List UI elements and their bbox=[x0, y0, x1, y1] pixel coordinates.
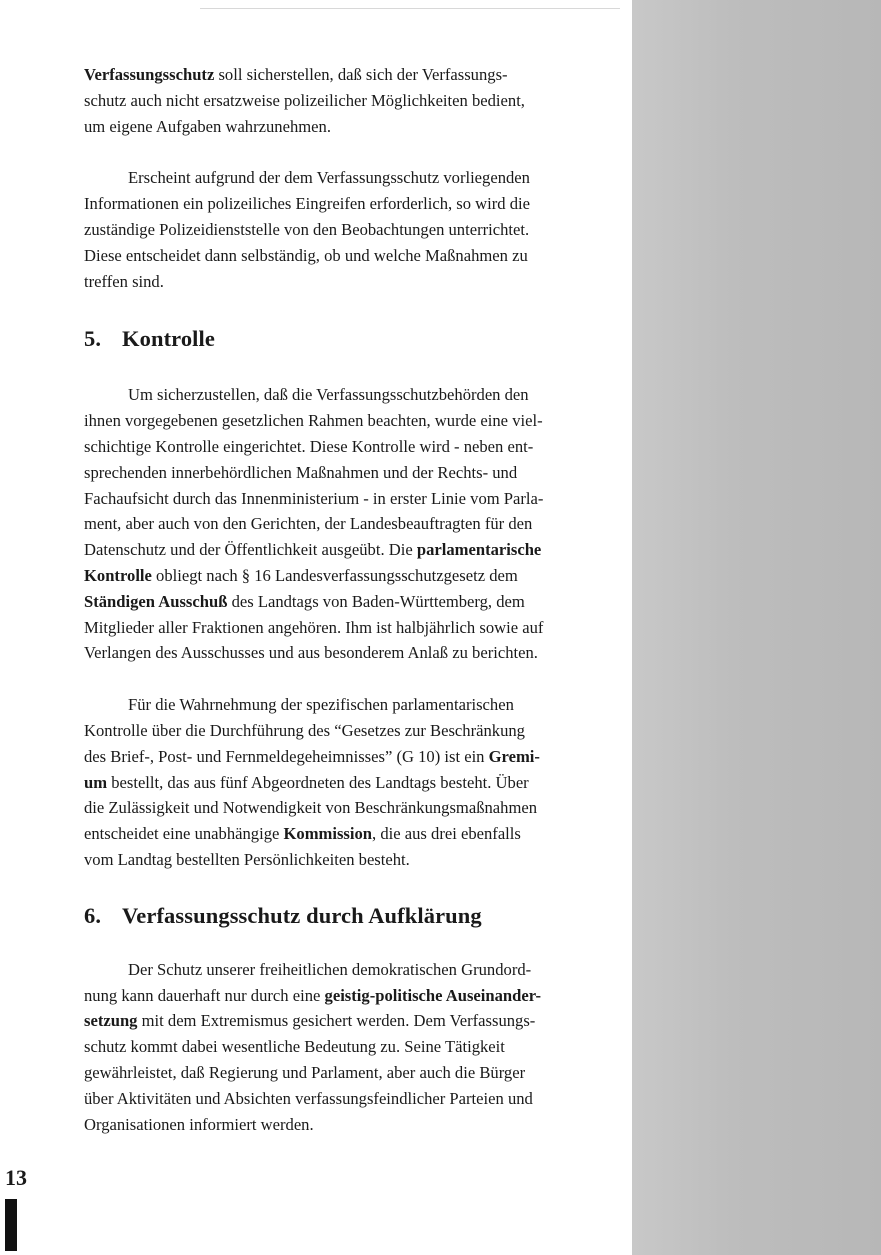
bold-term: geistig-politische Auseinander- bbox=[324, 985, 542, 1005]
page-content bbox=[84, 62, 624, 1137]
bold-term: um bbox=[84, 772, 108, 792]
bold-term: setzung bbox=[84, 1011, 138, 1031]
section-heading-6: 6. Verfassungsschutz durch Aufklärung bbox=[84, 902, 482, 928]
bold-term: Ständigen Ausschuß bbox=[84, 591, 228, 611]
section-heading-5: 5. Kontrolle bbox=[84, 326, 215, 352]
gray-margin-strip bbox=[632, 0, 881, 1255]
paragraph-1: Verfassungsschutz soll sicherstellen, daß sich der Verfassungs- schutz auch nicht ersatzweise polizeilicher Möglichkeiten bedient, um eigene Aufgaben wahrzunehmen. bbox=[84, 65, 525, 136]
bold-term: parlamentarische bbox=[416, 540, 542, 560]
page-marker-bar bbox=[5, 1199, 17, 1251]
bold-term: Kontrolle bbox=[84, 565, 152, 585]
scan-top-line bbox=[200, 8, 620, 9]
paragraph-3: Um sicherzustellen, daß die Verfassungsschutzbehörden den ihnen vorgegebenen gesetzlichen Rahmen beachten, wurde eine viel- schichtige Kontrolle eingerichtet. Diese Kontrolle wird - neben ent- sprechenden innerbehördlichen Maßnahmen und der Rechts- und Fachaufsicht durch das Innenministerium - in erster Linie vom Parla- ment, aber auch von den Gerichten, der Landesbeauftragten für den Datenschutz und der Öffentlichkeit ausgeübt. Die parlamentarische Kontrolle obliegt nach § 16 Landesverfassungsschutzgesetz dem Ständigen Ausschuß des Landtags von Baden-Württemberg, dem Mitglieder aller Fraktionen angehören. Ihm ist halbjährlich sowie auf Verlangen des Ausschusses und aus besonderem Anlaß zu berichten. bbox=[84, 385, 544, 663]
bold-term: Kommission bbox=[283, 824, 373, 844]
paragraph-4: Für die Wahrnehmung der spezifischen parlamentarischen Kontrolle über die Durchführung des “Gesetzes zur Beschränkung des Brief-, Post- und Fernmeldegeheimnisses” (G 10) ist ein Gremi- um bestellt, das aus fünf Abgeordneten des Landtags besteht. Über die Zulässigkeit und Notwendigkeit von Beschränkungsmaßnahmen entscheidet eine unabhängige Kommission, die aus drei ebenfalls vom Landtag bestellten Persönlichkeiten besteht. bbox=[84, 695, 540, 869]
bold-term: Gremi- bbox=[488, 746, 540, 766]
bold-term: Verfassungsschutz bbox=[84, 65, 215, 84]
paragraph-2: Erscheint aufgrund der dem Verfassungsschutz vorliegenden Informationen ein polizeiliches Eingreifen erforderlich, so wird die zuständige Polizeidienststelle von den Beobachtungen unterrichtet. Diese entscheidet dann selbständig, ob und welche Maßnahmen zu treffen sind. bbox=[84, 168, 531, 291]
page-number: 13 bbox=[5, 1165, 27, 1190]
paragraph-5: Der Schutz unserer freiheitlichen demokratischen Grundord- nung kann dauerhaft nur durch eine geistig-politische Auseinander- setzung mit dem Extremismus gesichert werden. Dem Verfassungs- schutz kommt dabei wesentliche Bedeutung zu. Seine Tätigkeit gewährleistet, daß Regierung und Parlament, aber auch die Bürger über Aktivitäten und Absichten verfassungsfeindlicher Parteien und Organisationen informiert werden. bbox=[84, 959, 542, 1134]
